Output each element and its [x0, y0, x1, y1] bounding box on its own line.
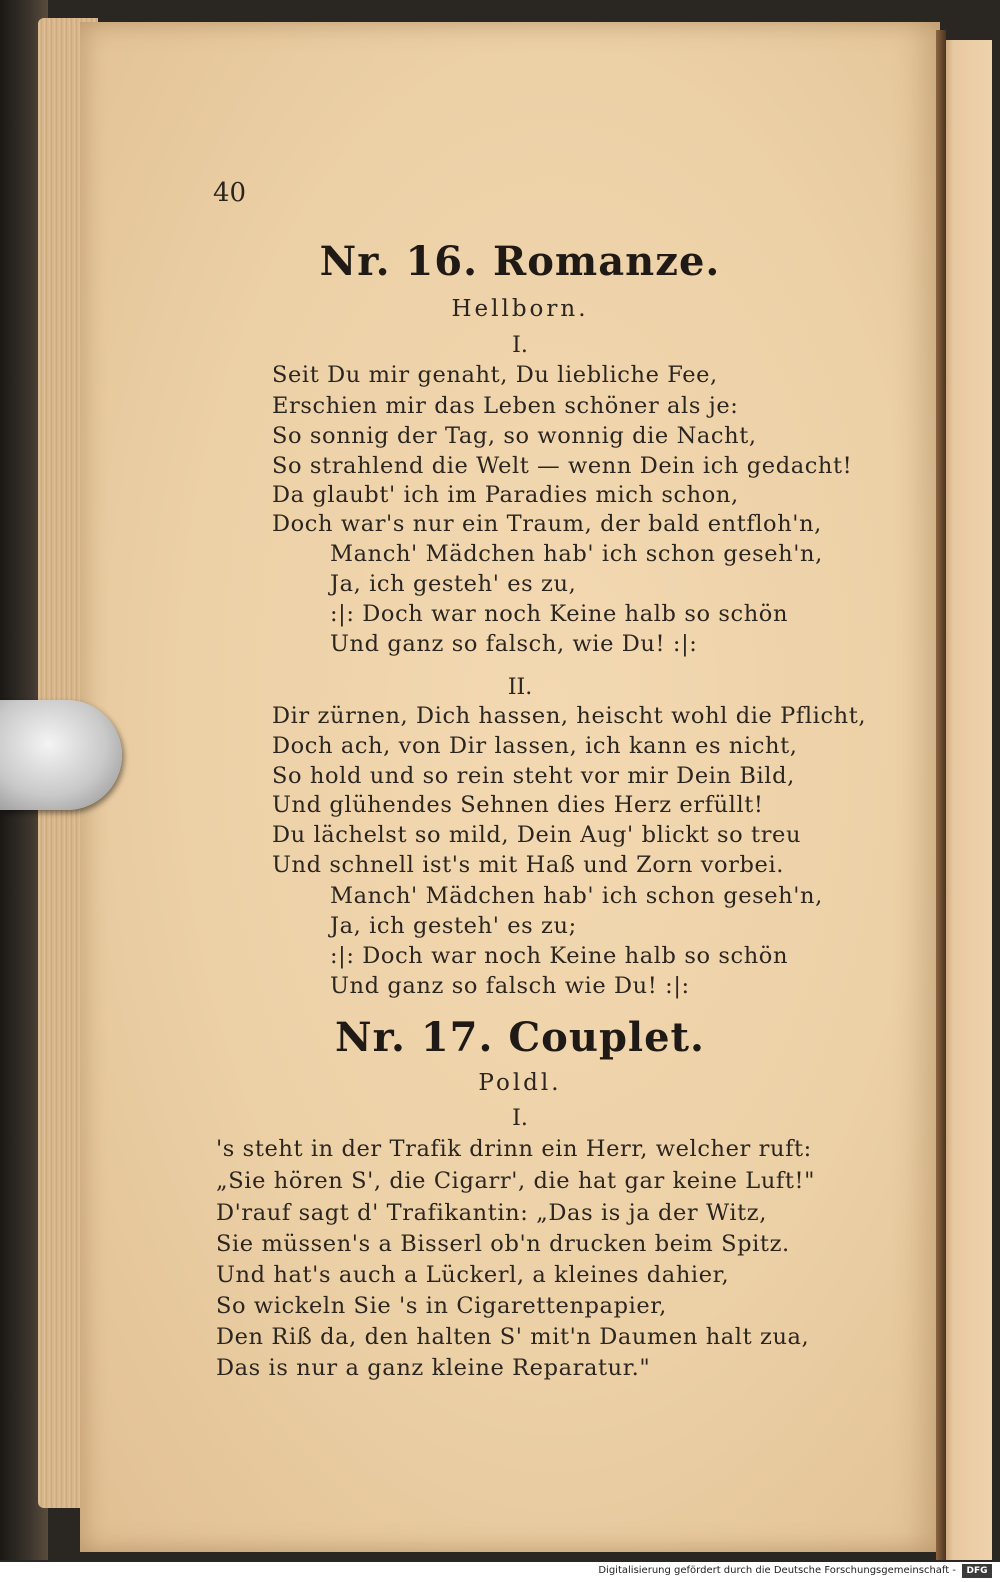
footer-credit: Digitalisierung gefördert durch die Deutsche Forschungsgemeinschaft - [598, 1565, 956, 1576]
speaker-name: Poldl. [478, 1070, 562, 1096]
verse-line: 's steht in der Trafik drinn ein Herr, welcher ruft: [216, 1136, 812, 1162]
stanza-numeral: I. [512, 1106, 528, 1131]
verse-line: Sie müssen's a Bisserl ob'n drucken beim Spitz. [216, 1231, 790, 1257]
verse-line: Manch' Mädchen hab' ich schon geseh'n, [330, 541, 823, 567]
verse-line: :|: Doch war noch Keine halb so schön [330, 943, 789, 969]
verse-line: So wickeln Sie 's in Cigarettenpapier, [216, 1293, 667, 1319]
verse-line: Und schnell ist's mit Haß und Zorn vorbei. [272, 852, 785, 878]
verse-line: So strahlend die Welt — wenn Dein ich gedacht! [272, 453, 853, 479]
stanza-numeral: II. [507, 675, 533, 700]
verse-line: Seit Du mir genaht, Du liebliche Fee, [272, 362, 718, 388]
verse-line: Das is nur a ganz kleine Reparatur." [216, 1355, 651, 1381]
verse-line: Da glaubt' ich im Paradies mich schon, [272, 482, 739, 508]
section-heading-couplet: Nr. 17. Couplet. [335, 1014, 705, 1061]
verse-line: Doch ach, von Dir lassen, ich kann es nicht, [272, 733, 798, 759]
verse-line: Ja, ich gesteh' es zu, [330, 571, 577, 597]
verse-line: Und ganz so falsch, wie Du! :|: [330, 631, 698, 657]
verse-line: Doch war's nur ein Traum, der bald entfloh'n, [272, 511, 822, 537]
verse-line: „Sie hören S', die Cigarr', die hat gar keine Luft!" [216, 1168, 816, 1194]
verse-line: Du lächelst so mild, Dein Aug' blickt so treu [272, 822, 802, 848]
book-gutter [936, 30, 946, 1560]
verse-line: Ja, ich gesteh' es zu; [330, 913, 577, 939]
page-number: 40 [213, 178, 247, 208]
page-clip [0, 700, 122, 810]
verse-line: Und ganz so falsch wie Du! :|: [330, 973, 690, 999]
verse-line: Den Riß da, den halten S' mit'n Daumen halt zua, [216, 1324, 810, 1350]
verse-line: So sonnig der Tag, so wonnig die Nacht, [272, 423, 757, 449]
speaker-name: Hellborn. [451, 296, 589, 322]
verse-line: :|: Doch war noch Keine halb so schön [330, 601, 789, 627]
stanza-numeral: I. [512, 333, 528, 358]
verse-line: So hold und so rein steht vor mir Dein Bild, [272, 763, 795, 789]
facing-page-edge [940, 40, 992, 1560]
dfg-logo: DFG [962, 1564, 992, 1578]
verse-line: Und hat's auch a Lückerl, a kleines dahier, [216, 1262, 730, 1288]
verse-line: Und glühendes Sehnen dies Herz erfüllt! [272, 792, 764, 818]
section-heading-romanze: Nr. 16. Romanze. [319, 238, 721, 285]
verse-line: Erschien mir das Leben schöner als je: [272, 393, 739, 419]
verse-line: Dir zürnen, Dich hassen, heischt wohl die Pflicht, [272, 703, 867, 729]
verse-line: Manch' Mädchen hab' ich schon geseh'n, [330, 883, 823, 909]
verse-line: D'rauf sagt d' Trafikantin: „Das is ja der Witz, [216, 1200, 768, 1226]
